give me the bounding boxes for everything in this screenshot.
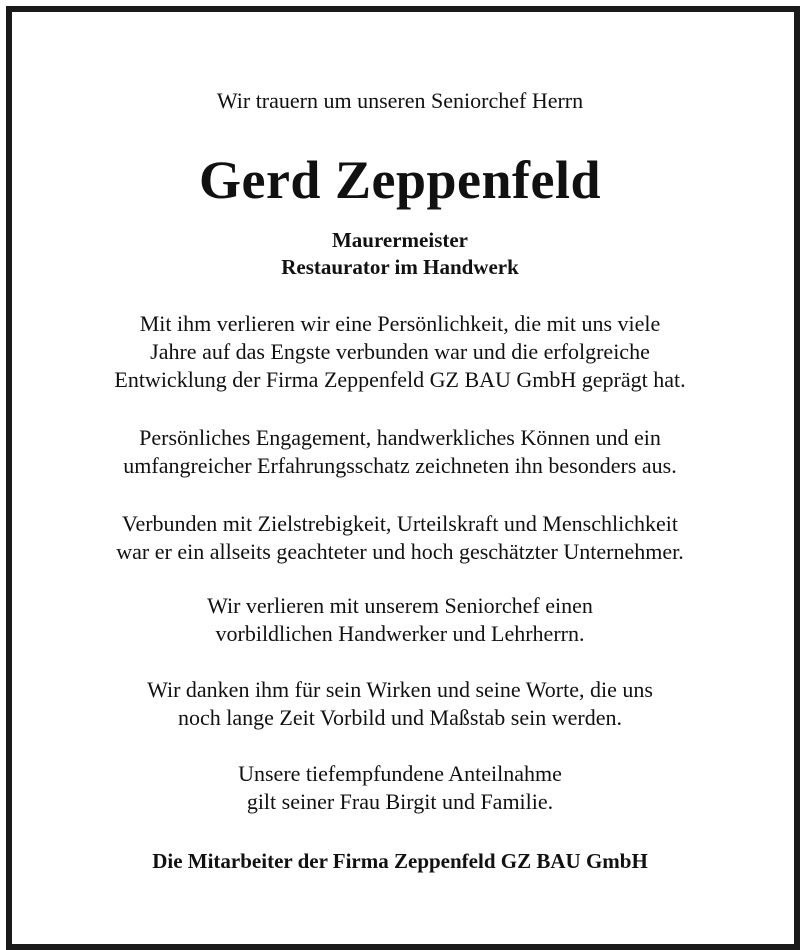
text-line: Persönliches Engagement, handwerkliches Können und ein <box>139 425 661 450</box>
title-line: Restaurator im Handwerk <box>281 255 519 279</box>
signature-line: Die Mitarbeiter der Firma Zeppenfeld GZ BAU GmbH <box>152 849 648 873</box>
text-line: vorbildlichen Handwerker und Lehrherrn. <box>215 621 585 646</box>
paragraph-personality <box>12 310 788 394</box>
text-line: Jahre auf das Engste verbunden war und die erfolgreiche <box>150 339 650 364</box>
text-line: Wir verlieren mit unserem Seniorchef einen <box>207 593 593 618</box>
paragraph-thanks <box>12 676 788 732</box>
text-line: Entwicklung der Firma Zeppenfeld GZ BAU GmbH geprägt hat. <box>114 367 686 392</box>
text-line: Unsere tiefempfundene Anteilnahme <box>238 761 562 786</box>
text-line: umfangreicher Erfahrungsschatz zeichneten ihn besonders aus. <box>123 453 677 478</box>
text-line: Wir danken ihm für sein Wirken und seine Worte, die uns <box>147 677 653 702</box>
professional-titles <box>12 227 788 281</box>
text-line: Mit ihm verlieren wir eine Persönlichkeit, die mit uns viele <box>139 311 661 336</box>
paragraph-loss <box>12 592 788 648</box>
paragraph-character <box>12 510 788 566</box>
title-line: Maurermeister <box>331 228 469 252</box>
text-line: noch lange Zeit Vorbild und Maßstab sein werden. <box>178 705 622 730</box>
text-line: war er ein allseits geachteter und hoch geschätzter Unternehmer. <box>116 539 684 564</box>
intro-line: Wir trauern um unseren Seniorchef Herrn <box>216 88 584 113</box>
text-line: Verbunden mit Zielstrebigkeit, Urteilskraft und Menschlichkeit <box>122 511 678 536</box>
paragraph-condolences <box>12 760 788 816</box>
deceased-name: Gerd Zeppenfeld <box>198 150 601 210</box>
paragraph-engagement <box>12 424 788 480</box>
text-line: gilt seiner Frau Birgit und Familie. <box>246 789 554 814</box>
